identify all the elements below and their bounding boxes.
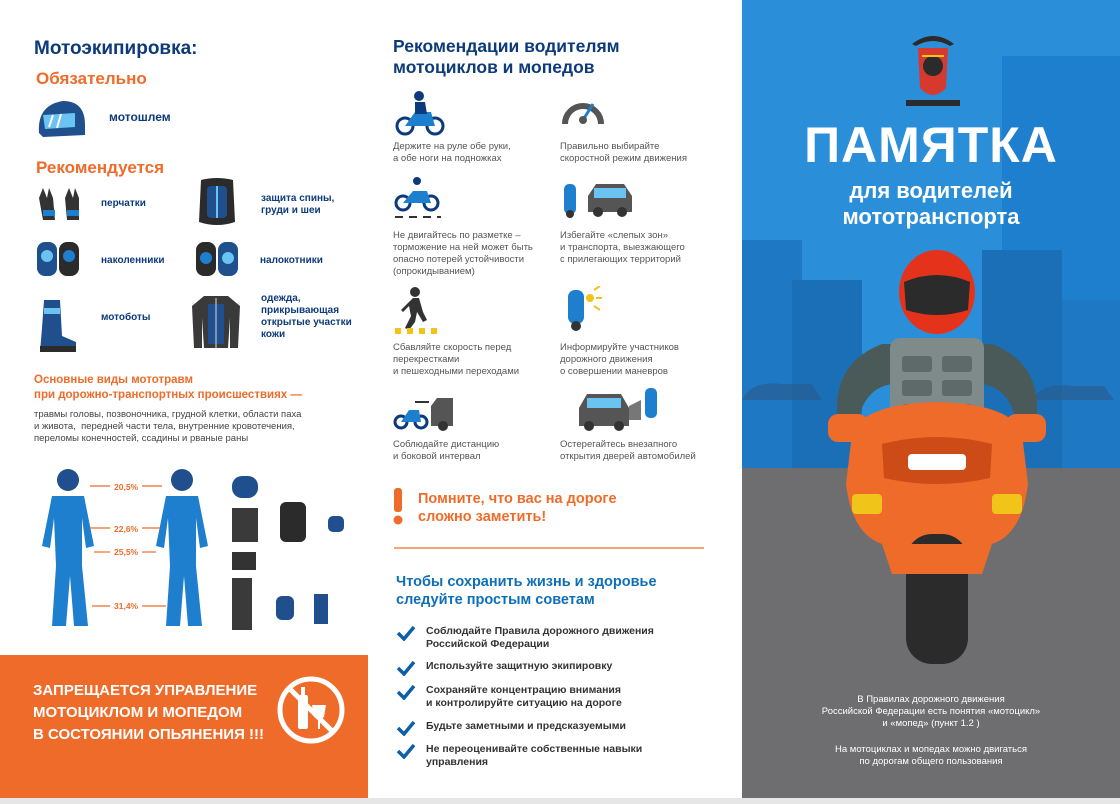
distance-icon <box>393 392 455 432</box>
check-icon <box>396 684 416 700</box>
road-marking-icon <box>393 175 441 219</box>
exclamation-icon <box>391 488 405 526</box>
tips-title: Чтобы сохранить жизнь и здоровье следуйте простым советам <box>396 574 657 608</box>
rec-5: Сбавляйте скорость перед перекрестками и пешеходными переходами <box>393 342 520 377</box>
cover-title: ПАМЯТКА <box>804 117 1058 173</box>
recommendations-panel <box>368 0 742 798</box>
rec-4: Избегайте «слепых зон» и транспорта, выезжающего с прилегающих территорий <box>560 230 685 265</box>
tip-3 <box>396 684 726 710</box>
tip-1 <box>396 625 726 651</box>
knee-pads-label: наколенники <box>101 255 165 266</box>
back-protector-label: защита спины, груди и шеи <box>261 193 335 216</box>
car-door-icon <box>575 386 661 432</box>
rec-3: Не двигайтесь по разметке – торможение на ней может быть опасно потерей устойчивости (опрокидыванием) <box>393 230 533 277</box>
rec-6: Информируйте участников дорожного движения о совершении маневров <box>560 342 679 377</box>
boots-label: мотоботы <box>101 312 151 323</box>
tip-3-text: Сохраняйте концентрацию внимания и контролируйте ситуацию на дороге <box>426 684 622 709</box>
blind-spot-icon <box>558 178 638 220</box>
recommended-title: Рекомендуется <box>36 158 165 177</box>
cover-note-2: На мотоциклах и мопедах можно двигаться по дорогам общего пользования <box>835 744 1027 767</box>
tip-5 <box>396 743 726 769</box>
check-icon <box>396 743 416 759</box>
cover-panel <box>742 0 1120 798</box>
helmet-label: мотошлем <box>109 110 171 124</box>
ban-box <box>0 655 368 798</box>
equipment-panel <box>0 0 368 798</box>
tip-4 <box>396 720 726 736</box>
check-icon <box>396 720 416 736</box>
boots-icon <box>36 298 80 354</box>
helmet-icon <box>35 97 87 139</box>
injury-percent-arms: 25,5% <box>114 547 139 557</box>
injuries-text: травмы головы, позвоночника, грудной клетки, области паха и живота, передней части тела, внутренние кровотечения, переломы конечностей, ссадины и рваные раны <box>34 409 302 444</box>
jacket-icon <box>190 292 242 352</box>
police-emblem-icon <box>902 24 964 110</box>
recommendations-title: Рекомендации водителям мотоциклов и мопедов <box>393 36 620 77</box>
knee-pads-icon <box>35 238 81 280</box>
check-icon <box>396 625 416 641</box>
tip-2-text: Используйте защитную экипировку <box>426 660 613 672</box>
ban-text: ЗАПРЕЩАЕТСЯ УПРАВЛЕНИЕ МОТОЦИКЛОМ И МОПЕДОМ В СОСТОЯНИИ ОПЬЯНЕНИЯ !!! <box>33 682 265 743</box>
motorcyclist-illustration <box>822 244 1052 664</box>
tip-4-text: Будьте заметными и предсказуемыми <box>426 720 626 732</box>
cover-subtitle: для водителей мототранспорта <box>842 178 1020 229</box>
injury-stats-figure <box>30 466 360 636</box>
warning-text: Помните, что вас на дороге сложно заметить! <box>418 491 617 525</box>
rec-2: Правильно выбирайте скоростной режим движения <box>560 141 687 164</box>
tip-5-text: Не переоценивайте собственные навыки управления <box>426 743 643 768</box>
clothes-label: одежда, прикрывающая открытые участки кожи <box>261 293 352 340</box>
rec-7: Соблюдайте дистанцию и боковой интервал <box>393 439 500 462</box>
injury-percent-chest: 22,6% <box>114 524 139 534</box>
tip-2 <box>396 660 726 676</box>
pedestrian-crossing-icon <box>393 286 437 334</box>
speedometer-icon <box>561 90 605 130</box>
elbow-pads-icon <box>194 238 240 280</box>
cover-note-1: В Правилах дорожного движения Российской Федерации есть понятия «мотоцикл» и «мопед» (пункт 1.2 ) <box>821 694 1041 729</box>
rec-8: Остерегайтесь внезапного открытия дверей автомобилей <box>560 439 696 462</box>
rider-hands-icon <box>393 88 445 136</box>
no-alcohol-icon <box>276 675 346 745</box>
back-protector-icon <box>193 176 241 228</box>
elbow-pads-label: налокотники <box>260 255 323 266</box>
required-title: Обязательно <box>36 69 147 88</box>
turn-signal-icon <box>558 286 602 332</box>
rec-1: Держите на руле обе руки, а обе ноги на подножках <box>393 141 511 164</box>
injury-percent-head: 20,5% <box>114 482 139 492</box>
injury-percent-legs: 31,4% <box>114 601 139 611</box>
gloves-icon <box>35 184 85 224</box>
gloves-label: перчатки <box>101 198 146 209</box>
divider <box>394 547 704 549</box>
tip-1-text: Соблюдайте Правила дорожного движения Российской Федерации <box>426 625 654 650</box>
check-icon <box>396 660 416 676</box>
equipment-title: Мотоэкипировка: <box>34 38 198 59</box>
injuries-title: Основные виды мототравм при дорожно-транспортных происшествиях — <box>34 374 302 401</box>
